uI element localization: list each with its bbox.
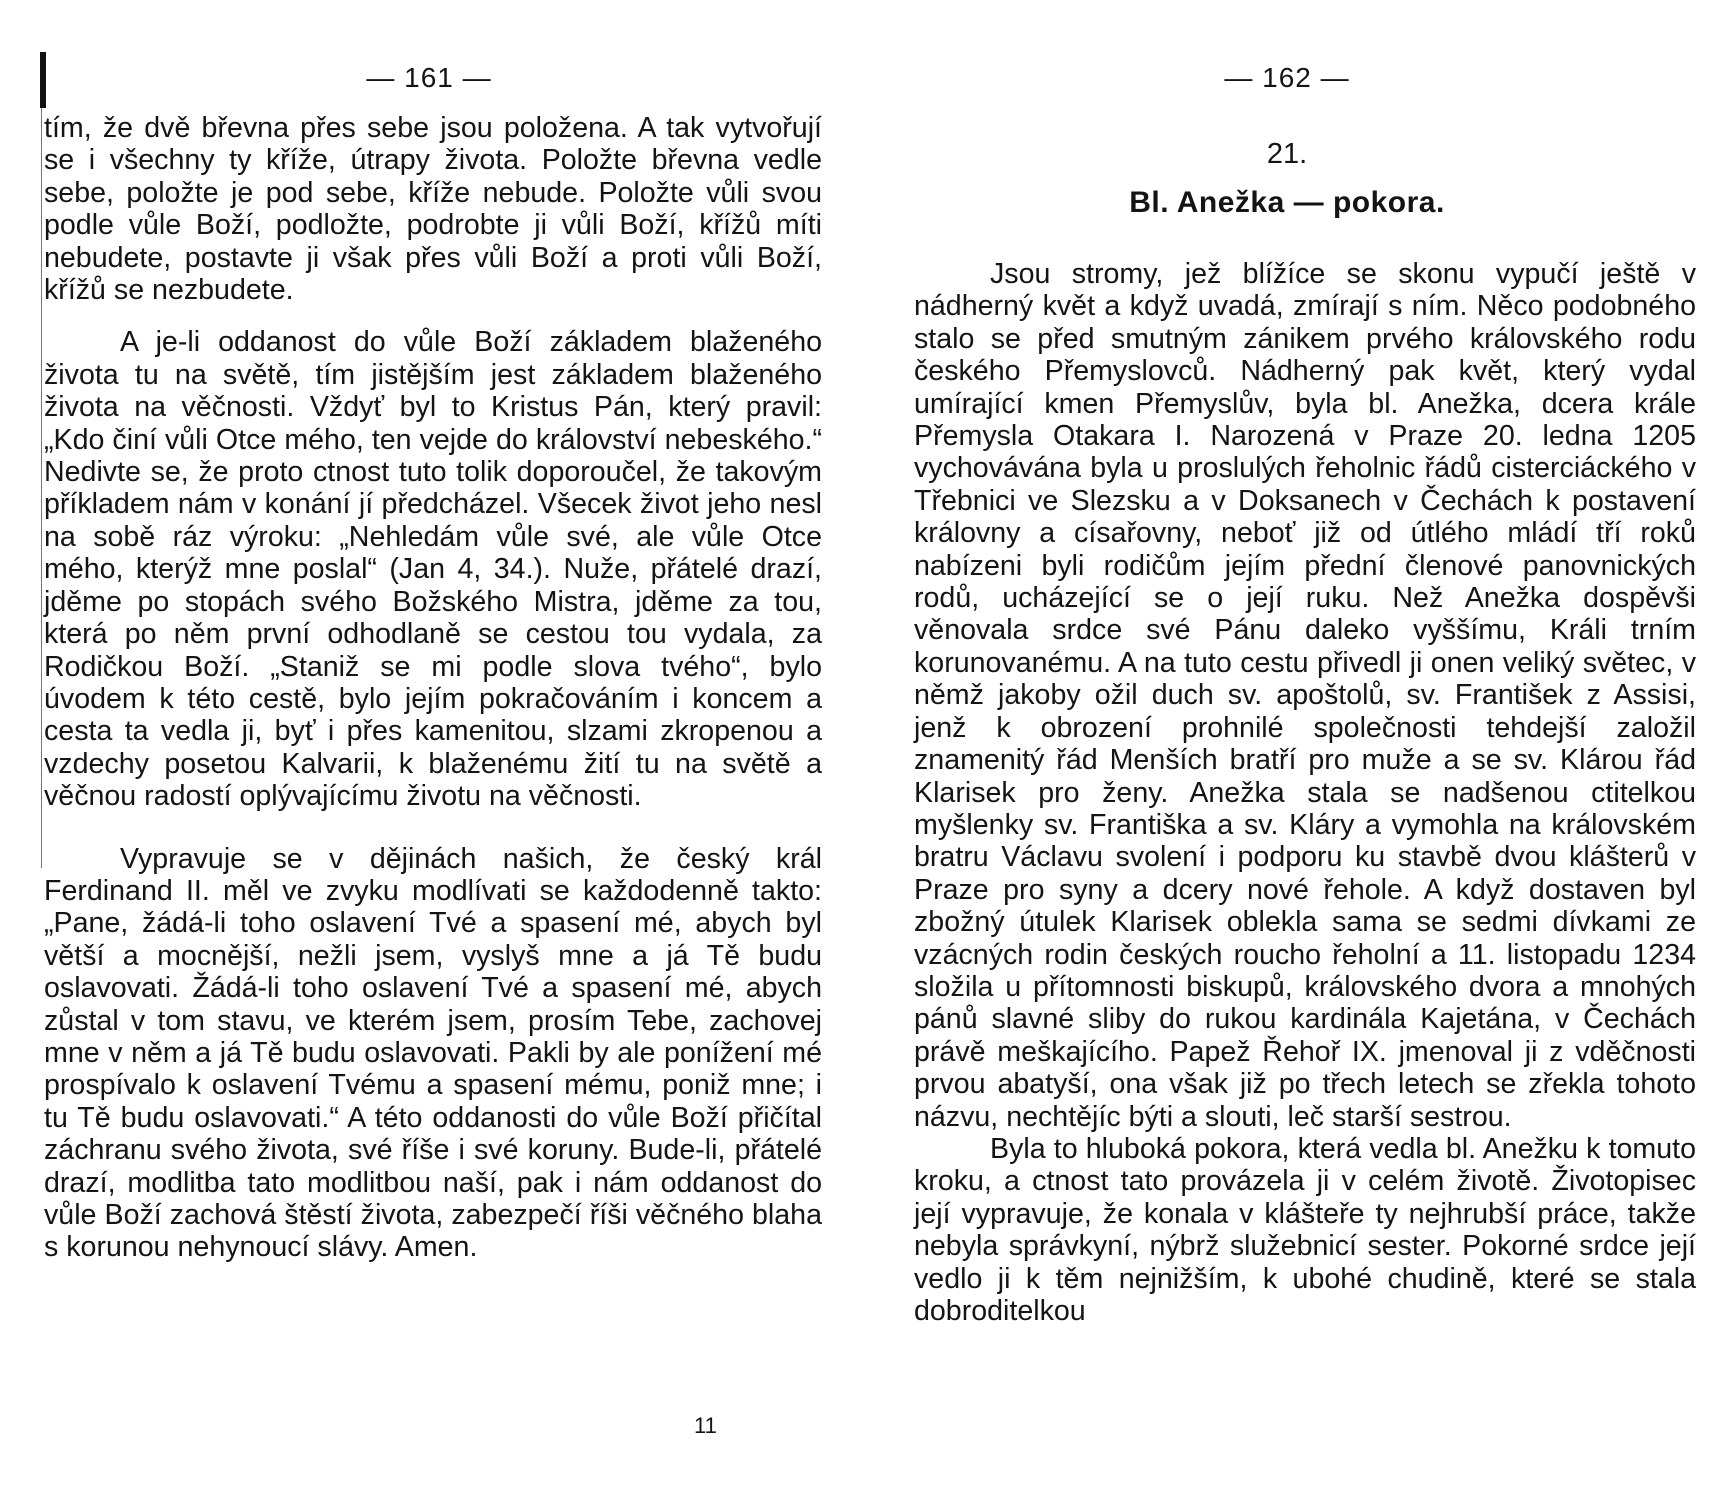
right-paragraph-2: Byla to hluboká pokora, která vedla bl. Anežku k tomuto kroku, a ctnost tato provázela ji v celém životě. Životopisec její vypravuje, že konala v klášteře ty nejhrubší práce, takže nebyla správkyní, nýbrž služebnicí sester. Pokorné srdce její vedlo ji k těm nejnižším, k ubohé chudině, které se stala dobroditelkou xyxy=(914,1132,1696,1327)
printer-signature: 11 xyxy=(694,1413,717,1438)
left-paragraph-1: tím, že dvě břevna přes sebe jsou položena. A tak vytvořují se i všechny ty kříže, útrapy života. Položte břevna vedle sebe, položte je pod sebe, kříže nebude. Položte vůli svou podle vůle Boží, podložte, podrobte ji vůli Boží, křížů míti nebudete, postavte ji však přes vůli Boží a proti vůli Boží, křížů se nezbudete. xyxy=(44,112,822,307)
chapter-number: 21. xyxy=(1266,138,1308,170)
left-text-block xyxy=(44,112,822,1264)
left-paragraph-3: Vypravuje se v dějinách našich, že český král Ferdinand II. měl ve zvyku modlívati se každodenně takto: „Pane, žádá-li toho oslavení Tvé a spasení mé, abych byl větší a mocnější, nežli jsem, vyslyš mne a já Tě budu oslavovati. Žádá-li toho oslavení Tvé a spasení mé, abych zůstal v tom stavu, ve kterém jsem, prosím Tebe, zachovej mne v něm a já Tě budu oslavovati. Pakli by ale ponížení mé prospívalo k oslavení Tvému a spasení mému, poniž mne; i tu Tě budu oslavovati.“ A této oddanosti do vůle Boží přičítal záchranu svého života, své říše i své koruny. Bude-li, přátelé drazí, modlitba tato modlitbou naší, pak i nám oddanost do vůle Boží zachová štěstí života, zabezpečí říši věčného blaha s korunou nehynoucí slávy. Amen. xyxy=(44,842,822,1264)
page-number-left: — 161 — xyxy=(366,62,492,93)
chapter-title: Bl. Anežka — pokora. xyxy=(1129,186,1445,219)
page-number-right: — 162 — xyxy=(1224,62,1350,93)
binding-edge-line xyxy=(41,108,42,868)
right-page xyxy=(858,0,1716,1500)
right-paragraph-1: Jsou stromy, jež blížíce se skonu vypučí ještě v nádherný květ a když uvadá, zmírají s ním. Něco podobného stalo se před smutným zánikem prvého královského rodu českého Přemyslovců. Nádherný pak květ, který vydal umírající kmen Přemyslův, byla bl. Anežka, dcera krále Přemysla Otakara I. Narozená v Praze 20. ledna 1205 vychovávána byla u proslulých řeholnic řádů cisterciáckého v Třebnici ve Slezsku a v Doksanech v Čechách k postavení královny a císařovny, neboť již od útlého mládí tří roků nabízeni byli rodičům jejím přední členové panovnických rodů, ucházející se o její ruku. Než Anežka dospěvši věnovala srdce své Pánu daleko vyššímu, Králi trním korunovanému. A na tuto cestu přivedl ji onen veliký světec, v němž jakoby ožil duch sv. apoštolů, sv. František z Assisi, jenž k obrození prohnilé společnosti tehdejší založil znamenitý řád Menších bratří pro muže a se sv. Klárou řád Klarisek pro ženy. Anežka stala se nadšenou ctitelkou myšlenky sv. Františka a sv. Kláry a vymohla na královském bratru Václavu svolení i podporu ku stavbě dvou klášterů v Praze pro syny a dcery nové řehole. A když dostaven byl zbožný útulek Klarisek oblekla sama se sedmi dívkami ze vzácných rodin českých roucho řeholní a 11. listopadu 1234 složila u přítomnosti biskupů, královského dvora a mnohých pánů slavné sliby do rukou kardinála Kajetána, v Čechách právě meškajícího. Papež Řehoř IX. jmenoval ji z vděčnosti prvou abatyší, ona však již po třech letech se zřekla tohoto názvu, nechtějíc býti a slouti, leč starší sestrou. xyxy=(914,258,1696,1133)
right-text-block xyxy=(914,258,1696,1327)
left-paragraph-2: A je-li oddanost do vůle Boží základem blaženého života tu na světě, tím jistějším jest základem blaženého života na věčnosti. Vždyť byl to Kristus Pán, který pravil: „Kdo činí vůli Otce mého, ten vejde do království nebeského.“ Nedivte se, že proto ctnost tuto tolik doporoučel, že takovým příkladem nám v konání jí předcházel. Všecek život jeho nesl na sobě ráz výroku: „Nehledám vůle své, ale vůle Otce mého, kterýž mne poslal“ (Jan 4, 34.). Nuže, přátelé drazí, jděme po stopách svého Božského Mistra, jděme za tou, která po něm první odhodlaně se cestou tou vydala, za Rodičkou Boží. „Staniž se mi podle slova tvého“, bylo úvodem k této cestě, bylo jejím pokračováním i koncem a cesta ta vedla ji, byť i přes kamenitou, slzami zkropenou a vzdechy posetou Kalvarii, k blaženému žití tu na světě a věčnou radostí oplývajícímu životu na věčnosti. xyxy=(44,326,822,813)
